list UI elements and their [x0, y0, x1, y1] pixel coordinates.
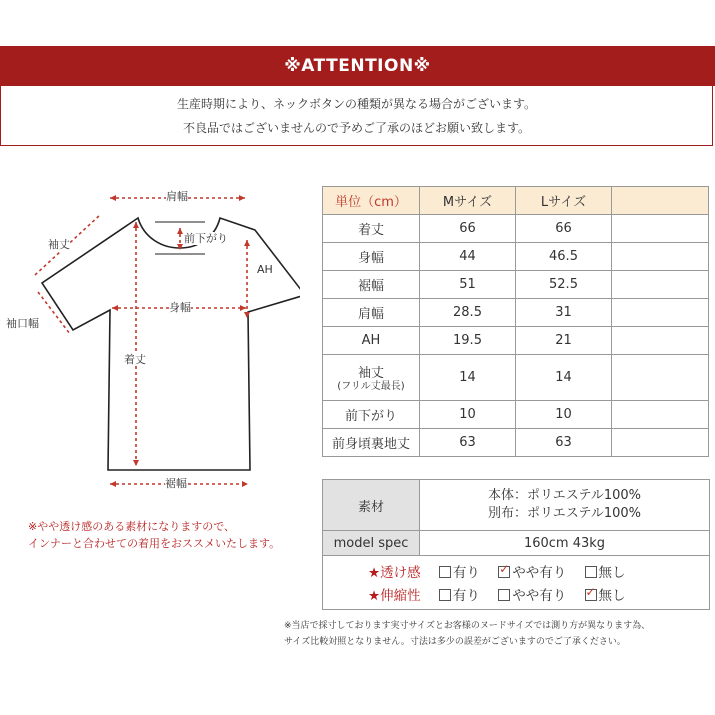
option-stretch-no[interactable]: ✓ 無し: [585, 584, 626, 604]
row-l: 14: [516, 355, 612, 401]
row-label: 前下がり: [323, 401, 420, 429]
option-stretch-yes[interactable]: 有り: [439, 584, 480, 604]
label-shoulder: 肩幅: [166, 190, 188, 203]
size-table-header: [323, 187, 709, 215]
option-sheer-slight[interactable]: ✓ やや有り: [498, 561, 566, 581]
material-value: [420, 480, 710, 531]
label-hem: 裾幅: [165, 477, 187, 490]
row-l: 10: [516, 401, 612, 429]
row-m: 51: [420, 271, 516, 299]
label-cuff: 袖口幅: [6, 317, 39, 330]
header-l: Lサイズ: [516, 187, 612, 215]
row-label: 肩幅: [323, 299, 420, 327]
row-label: 着丈: [323, 215, 420, 243]
checkbox-icon: [439, 566, 451, 578]
checkbox-icon: [439, 589, 451, 601]
table-row: [323, 355, 709, 401]
row-m: 10: [420, 401, 516, 429]
row-l: 52.5: [516, 271, 612, 299]
table-row: [323, 327, 709, 355]
tshirt-diagram: [0, 180, 300, 500]
option-sheer-yes[interactable]: 有り: [439, 561, 480, 581]
row-label-sub: (フリル丈最長): [337, 381, 405, 392]
checkbox-checked-icon: [498, 566, 510, 578]
row-l: 63: [516, 429, 612, 457]
table-row: [323, 271, 709, 299]
header-unit: 単位（cm）: [323, 187, 420, 215]
checkbox-icon: [585, 566, 597, 578]
row-l: 66: [516, 215, 612, 243]
rating-sheer: [368, 561, 626, 581]
row-label-main: 袖丈: [357, 366, 384, 381]
cuff-measure: [38, 292, 70, 334]
row-l: 21: [516, 327, 612, 355]
option-stretch-slight[interactable]: やや有り: [498, 584, 566, 604]
model-label: model spec: [323, 531, 420, 556]
tshirt-outline: [42, 218, 300, 470]
spec-model-row: [323, 531, 710, 556]
row-label: AH: [323, 327, 420, 355]
rating-sheer-label: ★透け感: [368, 565, 421, 581]
spec-material-row: [323, 480, 710, 531]
checkbox-icon: [498, 589, 510, 601]
table-row: [323, 215, 709, 243]
label-body-width: 身幅: [169, 301, 191, 314]
table-row: [323, 299, 709, 327]
rating-stretch: [368, 584, 626, 604]
sheer-caption: [28, 518, 280, 552]
attention-banner: [0, 46, 715, 86]
material-line-1: 本体：ポリエステル100%: [488, 488, 641, 503]
row-m: 19.5: [420, 327, 516, 355]
row-m: 14: [420, 355, 516, 401]
row-l: 46.5: [516, 243, 612, 271]
footnote-line-2: サイズ比較対照となりません。寸法は多少の誤差がございますのでご了承ください。: [284, 637, 626, 647]
rating-stretch-label: ★伸縮性: [368, 588, 421, 604]
caption-line-2: インナーと合わせての着用をおススメいたします。: [28, 537, 281, 550]
row-m: 66: [420, 215, 516, 243]
row-m: 28.5: [420, 299, 516, 327]
table-row: [323, 401, 709, 429]
row-label: 身幅: [323, 243, 420, 271]
size-table: [322, 186, 709, 457]
label-neck-drop: 前下がり: [184, 232, 228, 245]
row-m: 44: [420, 243, 516, 271]
option-sheer-no[interactable]: 無し: [585, 561, 626, 581]
table-row: [323, 429, 709, 457]
material-label: 素材: [323, 480, 420, 531]
row-label: [323, 355, 420, 401]
label-ah: AH: [257, 263, 273, 276]
attention-title: ※ATTENTION※: [284, 56, 431, 76]
label-sleeve-length: 袖丈: [48, 238, 70, 251]
attention-notice: [0, 86, 713, 146]
table-row: [323, 243, 709, 271]
row-m: 63: [420, 429, 516, 457]
row-l: 31: [516, 299, 612, 327]
notice-line-2: 不良品ではございませんので予めご了承のほどお願い致します。: [182, 121, 531, 135]
caption-line-1: ※やや透け感のある素材になりますので、: [28, 520, 235, 533]
row-label: 前身頃裏地丈: [323, 429, 420, 457]
notice-line-1: 生産時期により、ネックボタンの種類が異なる場合がございます。: [176, 97, 537, 111]
model-value: 160cm 43kg: [420, 531, 710, 556]
footnote-line-1: ※当店で採寸しております実寸サイズとお客様のヌードサイズでは測り方が異なります為、: [284, 621, 651, 631]
row-label: 裾幅: [323, 271, 420, 299]
label-length: 着丈: [124, 353, 146, 366]
header-m: Mサイズ: [420, 187, 516, 215]
checkbox-checked-icon: [585, 589, 597, 601]
measurement-footnote: [284, 618, 650, 650]
material-line-2: 別布：ポリエステル100%: [488, 506, 641, 521]
header-empty: [612, 187, 709, 215]
